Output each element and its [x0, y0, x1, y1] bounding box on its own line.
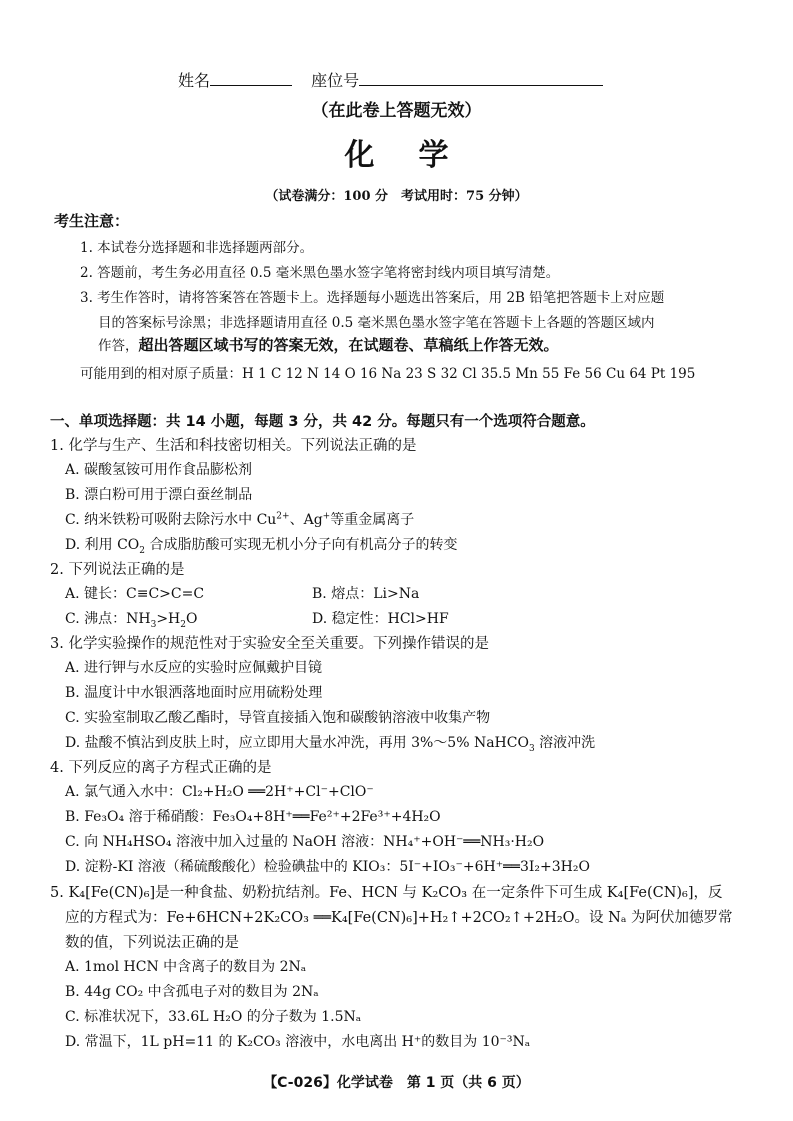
q1-option-b: B. 漂白粉可用于漂白蚕丝制品: [65, 487, 253, 503]
notice-item-3-line-2: 目的答案标号涂黑；非选择题请用直径 0.5 毫米黑色墨水签字笔在答题卡上各题的答题区域内: [98, 315, 655, 331]
q3-d-text-2: 溶液冲洗: [534, 735, 596, 751]
q5-option-d: D. 常温下，1L pH=11 的 K₂CO₃ 溶液中，水电离出 H⁺的数目为 10⁻³Nₐ: [65, 1034, 531, 1050]
invalid-note: （在此卷上答题无效）: [311, 101, 482, 121]
q5-option-b: B. 44g CO₂ 中含孤电子对的数目为 2Nₐ: [65, 984, 319, 1000]
notice-title: 考生注意：: [54, 212, 130, 230]
q1-c-sup-1: 2+: [276, 511, 290, 522]
q1-d-text-1: D. 利用 CO: [65, 537, 140, 553]
notice-item-3-line-3: [98, 334, 559, 355]
q3-stem: 3. 化学实验操作的规范性对于实验安全至关重要。下列操作错误的是: [50, 636, 489, 652]
name-label: 姓名: [178, 71, 211, 90]
q2-option-b: B. 熔点：Li>Na: [312, 586, 420, 602]
q3-d-sub: 3: [528, 743, 535, 754]
q2-option-d: D. 稳定性：HCl>HF: [312, 611, 449, 627]
notice-item-3-line-1: 3. 考生作答时，请将答案答在答题卡上。选择题每小题选出答案后，用 2B 铅笔把答题卡上对应题: [80, 290, 665, 306]
q1-c-text-2: 、Ag: [289, 512, 323, 528]
q2-c-sub-1: 3: [150, 619, 157, 630]
q1-c-sup-2: +: [322, 511, 331, 522]
q1-c-text-3: 等重金属离子: [330, 512, 415, 528]
q4-stem: 4. 下列反应的离子方程式正确的是: [50, 760, 272, 776]
q4-option-a: A. 氯气通入水中：Cl₂+H₂O ══2H⁺+Cl⁻+ClO⁻: [65, 784, 374, 800]
notice-item-3-line-3-a: 作答，: [98, 338, 139, 354]
q1-option-c: [65, 509, 414, 529]
q2-c-sub-2: 2: [180, 619, 186, 630]
q4-option-c: C. 向 NH₄HSO₄ 溶液中加入过量的 NaOH 溶液：NH₄⁺+OH⁻══NH₃·H₂O: [65, 834, 545, 850]
q3-option-b: B. 温度计中水银洒落地面时应用硫粉处理: [65, 685, 323, 701]
seat-blank: [359, 71, 603, 86]
q4-option-d: D. 淀粉-KI 溶液（稀硫酸酸化）检验碘盐中的 KIO₃：5I⁻+IO₃⁻+6H⁺══3I₂+3H₂O: [65, 859, 590, 875]
q1-option-a: A. 碳酸氢铵可用作食品膨松剂: [65, 462, 253, 478]
q5-stem-line-2: 应的方程式为：Fe+6HCN+2K₂CO₃ ══K₄[Fe(CN)₆]+H₂↑+2CO₂↑+2H₂O。设 Nₐ 为阿伏加德罗常: [65, 910, 733, 926]
q2-c-text-3: O: [186, 611, 198, 627]
seat-label: 座位号: [311, 71, 360, 90]
name-seat-line: [178, 68, 603, 91]
q5-option-c: C. 标准状况下，33.6L H₂O 的分子数为 1.5Nₐ: [65, 1009, 362, 1025]
q1-option-d: [65, 534, 457, 554]
q1-stem: 1. 化学与生产、生活和科技密切相关。下列说法正确的是: [50, 438, 417, 454]
notice-warning: 超出答题区域书写的答案无效，在试题卷、草稿纸上作答无效。: [138, 336, 559, 354]
exam-meta: （试卷满分：100 分 考试用时：75 分钟）: [265, 189, 528, 204]
q1-d-text-2: 合成脂肪酸可实现无机小分子向有机高分子的转变: [145, 537, 458, 553]
q3-d-text-1: D. 盐酸不慎沾到皮肤上时，应立即用大量水冲洗，再用 3%～5% NaHCO: [65, 735, 529, 751]
q1-c-text-1: C. 纳米铁粉可吸附去除污水中 Cu: [65, 512, 277, 528]
name-blank: [210, 71, 292, 86]
q1-d-sub: 2: [139, 545, 145, 556]
q2-c-text-2: >H: [156, 611, 181, 627]
notice-item-1: 1. 本试卷分选择题和非选择题两部分。: [80, 240, 314, 256]
q2-option-a: A. 键长：C≡C>C=C: [65, 586, 205, 602]
q3-option-d: [65, 732, 595, 752]
q4-option-b: B. Fe₃O₄ 溶于稀硝酸：Fe₃O₄+8H⁺══Fe²⁺+2Fe³⁺+4H₂O: [65, 809, 441, 825]
q3-option-a: A. 进行钾与水反应的实验时应佩戴护目镜: [65, 660, 323, 676]
subject-title: 化学: [344, 138, 493, 173]
notice-item-2: 2. 答题前，考生务必用直径 0.5 毫米黑色墨水签字笔将密封线内项目填写清楚。: [80, 265, 560, 281]
q5-option-a: A. 1mol HCN 中含离子的数目为 2Nₐ: [65, 959, 307, 975]
section-1-heading: 一、单项选择题：共 14 小题，每题 3 分，共 42 分。每题只有一个选项符合题意。: [50, 414, 595, 430]
q5-stem-line-1: 5. K₄[Fe(CN)₆]是一种食盐、奶粉抗结剂。Fe、HCN 与 K₂CO₃ 在一定条件下可生成 K₄[Fe(CN)₆]，反: [50, 885, 723, 901]
page-footer: 【C-026】化学试卷 第 1 页（共 6 页）: [263, 1075, 530, 1091]
q5-stem-line-3: 数的值，下列说法正确的是: [65, 935, 239, 951]
q2-stem: 2. 下列说法正确的是: [50, 562, 185, 578]
q2-c-text-1: C. 沸点：NH: [65, 611, 151, 627]
q3-option-c: C. 实验室制取乙酸乙酯时，导管直接插入饱和碳酸钠溶液中收集产物: [65, 710, 491, 726]
q2-option-c: [65, 608, 197, 628]
atomic-masses: 可能用到的相对原子质量：H 1 C 12 N 14 O 16 Na 23 S 32 Cl 35.5 Mn 55 Fe 56 Cu 64 Pt 195: [80, 366, 696, 382]
